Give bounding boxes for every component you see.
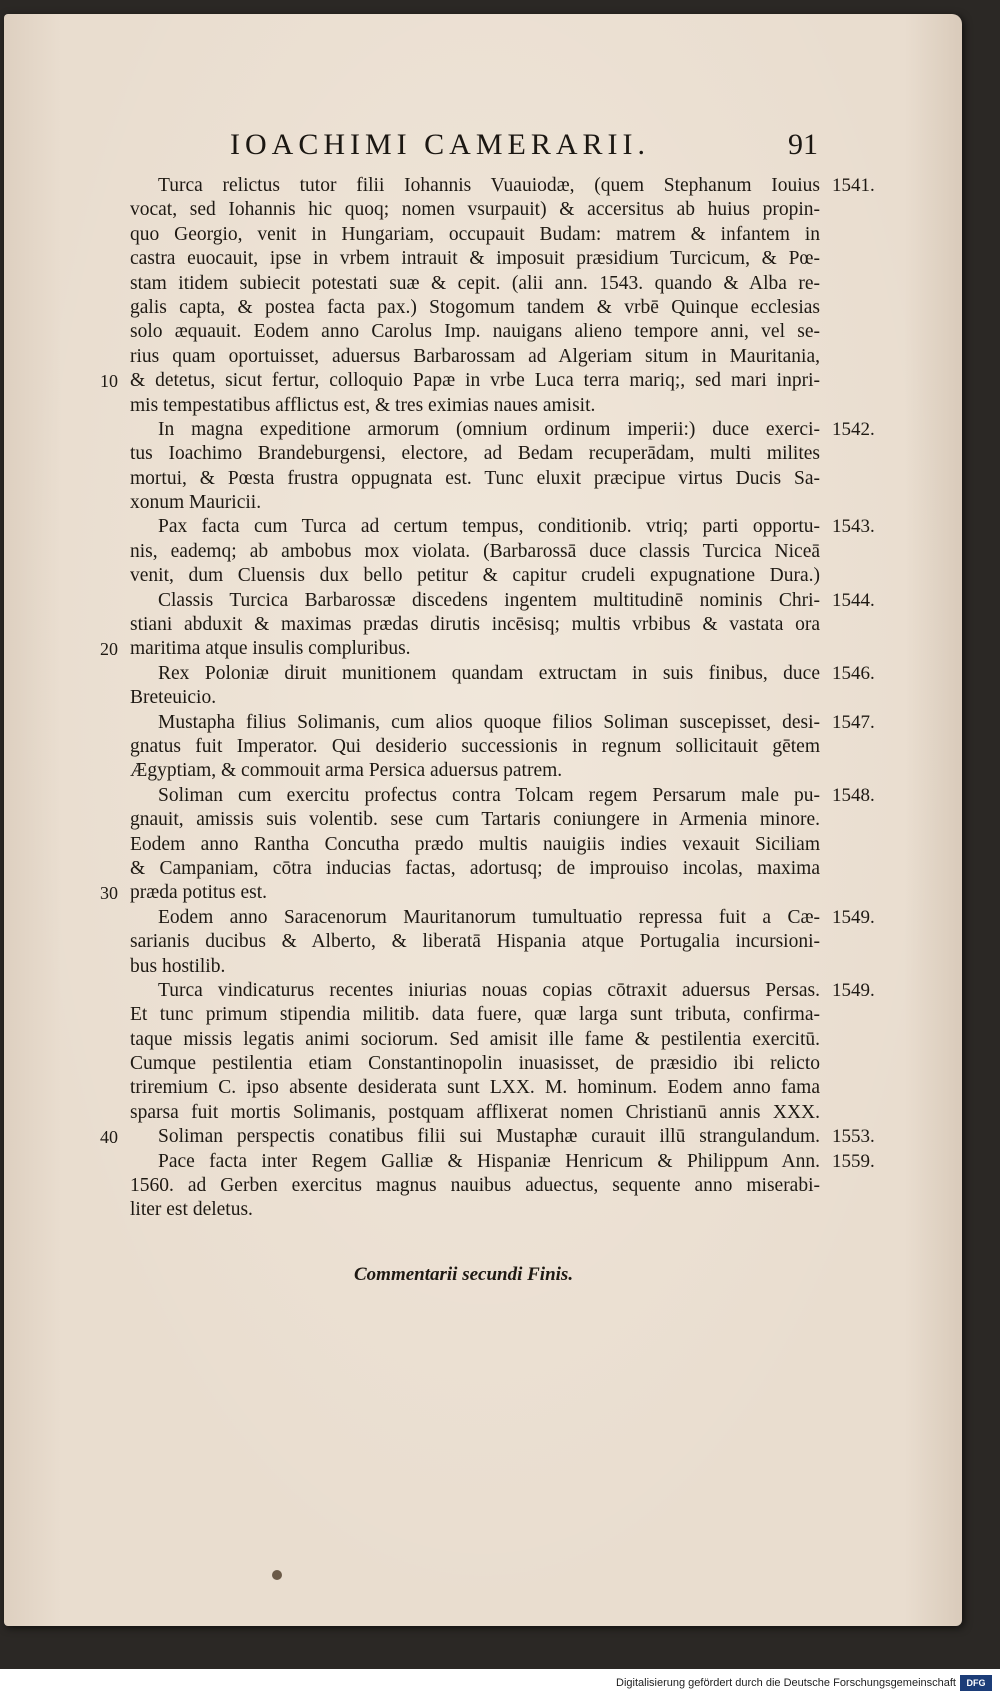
text-line [130,906,875,930]
text-line [130,930,820,954]
text-line [130,1052,820,1076]
text-line [130,564,820,588]
text-line-content: Turca vindicaturus recentes iniurias nouas copias cōtraxit aduersus Persas. [158,979,820,1001]
text-line-content: maritima atque insulis compluribus. [130,638,411,660]
text-line [100,881,820,905]
text-line-content: Eodem anno Rantha Concutha prædo multis nauigiis indies vexauit Siciliam [130,833,820,855]
margin-year: 1553. [832,1126,875,1148]
text-line [130,174,875,198]
text-line [130,711,875,735]
text-line-content: stiani abduxit & maximas prædas dirutis incēsisq; multis vrbibus & vastata ora [130,614,820,636]
margin-year: 1542. [832,418,875,440]
text-line [130,1003,820,1027]
text-line-content: Cumque pestilentia etiam Constantinopolin inuasisset, de præsidio ibi relicto [130,1053,820,1075]
text-line [130,320,820,344]
text-line [130,247,820,271]
margin-year: 1549. [832,906,875,928]
running-head [4,128,962,164]
text-line [130,394,820,418]
text-line [130,735,820,759]
footer-text: Digitalisierung gefördert durch die Deutsche Forschungsgemeinschaft [616,1677,956,1689]
margin-line-number: 20 [100,639,118,660]
text-line [100,637,820,661]
text-line-content: sparsa fuit mortis Solimanis, postquam afflixerat nomen Christianū annis XXX. [130,1101,820,1123]
margin-year: 1544. [832,589,875,611]
text-line-content: Eodem anno Saracenorum Mauritanorum tumultuatio repressa fuit a Cæ- [158,906,820,928]
text-line [130,955,820,979]
text-line [130,1174,820,1198]
text-line [130,589,875,613]
text-line-content: mis tempestatibus afflictus est, & tres eximias naues amisit. [130,394,596,416]
margin-year: 1547. [832,711,875,733]
text-line-content: taque missis legatis animi sociorum. Sed amisit ille fame & pestilentia exercitū. [130,1028,820,1050]
text-line [130,540,820,564]
text-line-content: & Campaniam, cōtra inducias factas, adortusq; de improuiso incolas, maxima [130,857,820,879]
text-line-content: Breteuicio. [130,687,217,709]
footer-bar [0,1669,1000,1699]
text-line-content: Et tunc primum stipendia militib. data fuere, quæ larga sunt tributa, confirma- [130,1004,820,1026]
text-line [130,198,820,222]
text-line [130,613,820,637]
text-line-content: In magna expeditione armorum (omnium ordinum imperii:) duce exerci- [158,418,820,440]
text-line [100,1125,875,1149]
text-line-content: Classis Turcica Barbarossæ discedens ingentem multitudinē nominis Chri- [158,589,820,611]
text-line-content: gnauit, amissis suis volentib. sese cum Tartaris coniungere in Armenia minore. [130,809,820,831]
text-line [130,223,820,247]
text-line [130,857,820,881]
margin-line-number: 30 [100,883,118,904]
text-line [130,784,875,808]
text-line [130,272,820,296]
margin-year: 1541. [832,175,875,196]
ink-spot [272,1570,282,1580]
text-line-content: stam itidem subiecit potestati suæ & cepit. (alii ann. 1543. quando & Alba re- [130,272,820,294]
text-line-content: quo Georgio, venit in Hungariam, occupauit Budam: matrem & infantem in [130,223,820,245]
text-line-content: triremium C. ipso absente desiderata sunt LXX. M. hominum. Eodem anno fama [130,1077,820,1099]
margin-year: 1548. [832,784,875,806]
text-line-content: solo æquauit. Eodem anno Carolus Imp. nauigans alieno tempore anni, vel se- [130,321,820,343]
text-line [130,1028,820,1052]
margin-year: 1543. [832,516,875,538]
text-line [130,1101,820,1125]
dfg-logo: DFG [960,1675,992,1691]
text-line-content: liter est deletus. [130,1199,253,1221]
text-line-content: galis capta, & postea facta pax.) Stogomum tandem & vrbē Quinque ecclesias [130,296,820,318]
finis-line: Commentarii secundi Finis. [354,1264,574,1285]
text-line-content: & detetus, sicut fertur, colloquio Papæ in vrbe Luca terra mariq;, sed mari inpri- [130,370,820,392]
text-line [130,1150,875,1174]
text-line [130,467,820,491]
text-line-content: Pace facta inter Regem Galliæ & Hispaniæ Henricum & Philippum Ann. [158,1150,820,1172]
text-line-content: Ægyptiam, & commouit arma Persica aduersus patrem. [130,760,563,782]
margin-line-number: 40 [100,1127,118,1148]
text-line-content: Rex Poloniæ diruit munitionem quandam extructam in suis finibus, duce [158,662,820,684]
text-line [130,418,875,442]
margin-year: 1549. [832,979,875,1001]
text-line-content: rius quam oportuisset, aduersus Barbarossam ad Algeriam situm in Mauritania, [130,345,820,367]
text-line-content: Soliman perspectis conatibus filii sui Mustaphæ curauit illū strangulandum. [158,1126,820,1148]
text-line [130,296,820,320]
text-line-content: xonum Mauricii. [130,492,262,514]
page-number: 91 [788,128,818,161]
text-line-content: tus Ioachimo Brandeburgensi, electore, ad Bedam recuperādam, multi milites [130,443,820,465]
text-line [130,442,820,466]
text-line [130,1076,820,1100]
text-line-content: gnatus fuit Imperator. Qui desiderio successionis in regnum sollicitauit gētem [130,735,820,757]
text-line [130,662,875,686]
text-line-content: bus hostilib. [130,955,226,977]
text-line-content: præda potitus est. [130,882,268,904]
text-line [130,759,820,783]
text-line-content: venit, dum Cluensis dux bello petitur & capitur crudeli expugnatione Dura.) [130,565,820,587]
text-line [130,491,820,515]
text-line [130,515,875,539]
text-line-content: Mustapha filius Solimanis, cum alios quoque filios Soliman suscepisset, desi- [158,711,820,733]
margin-year: 1559. [832,1150,875,1172]
text-line-content: 1560. ad Gerben exercitus magnus nauibus aduectus, sequente anno miserabi- [130,1175,820,1197]
text-line-content: Soliman cum exercitu profectus contra Tolcam regem Persarum male pu- [158,784,820,806]
text-line-content: sarianis ducibus & Alberto, & liberatā Hispania atque Portugalia incursioni- [130,931,820,953]
margin-line-number: 10 [100,371,118,392]
body-text [100,174,875,1223]
text-line-content: Pax facta cum Turca ad certum tempus, conditionib. vtriq; parti opportu- [158,516,820,538]
text-line-content: castra euocauit, ipse in vrbem intrauit & imposuit præsidium Turcicum, & Pœ- [130,248,820,270]
text-line [130,979,875,1003]
text-line [130,345,820,369]
text-line-content: mortui, & Pœsta frustra oppugnata est. Tunc eluxit præcipue virtus Ducis Sa- [130,467,820,489]
running-title: IOACHIMI CAMERARII. [230,128,650,161]
book-page [4,14,962,1626]
text-line-content: Turca relictus tutor filii Iohannis Vuauiodæ, (quem Stephanum Iouius [158,175,820,196]
text-line-content: nis, eademq; ab ambobus mox violata. (Barbarossā duce classis Turcica Niceā [130,540,820,562]
text-line [130,686,820,710]
text-line-content: vocat, sed Iohannis hic quoq; nomen vsurpauit) & accersitus ab huius propin- [130,199,820,221]
text-line [130,808,820,832]
text-line [100,369,820,393]
text-line [130,833,820,857]
margin-year: 1546. [832,662,875,684]
text-line [130,1198,820,1222]
